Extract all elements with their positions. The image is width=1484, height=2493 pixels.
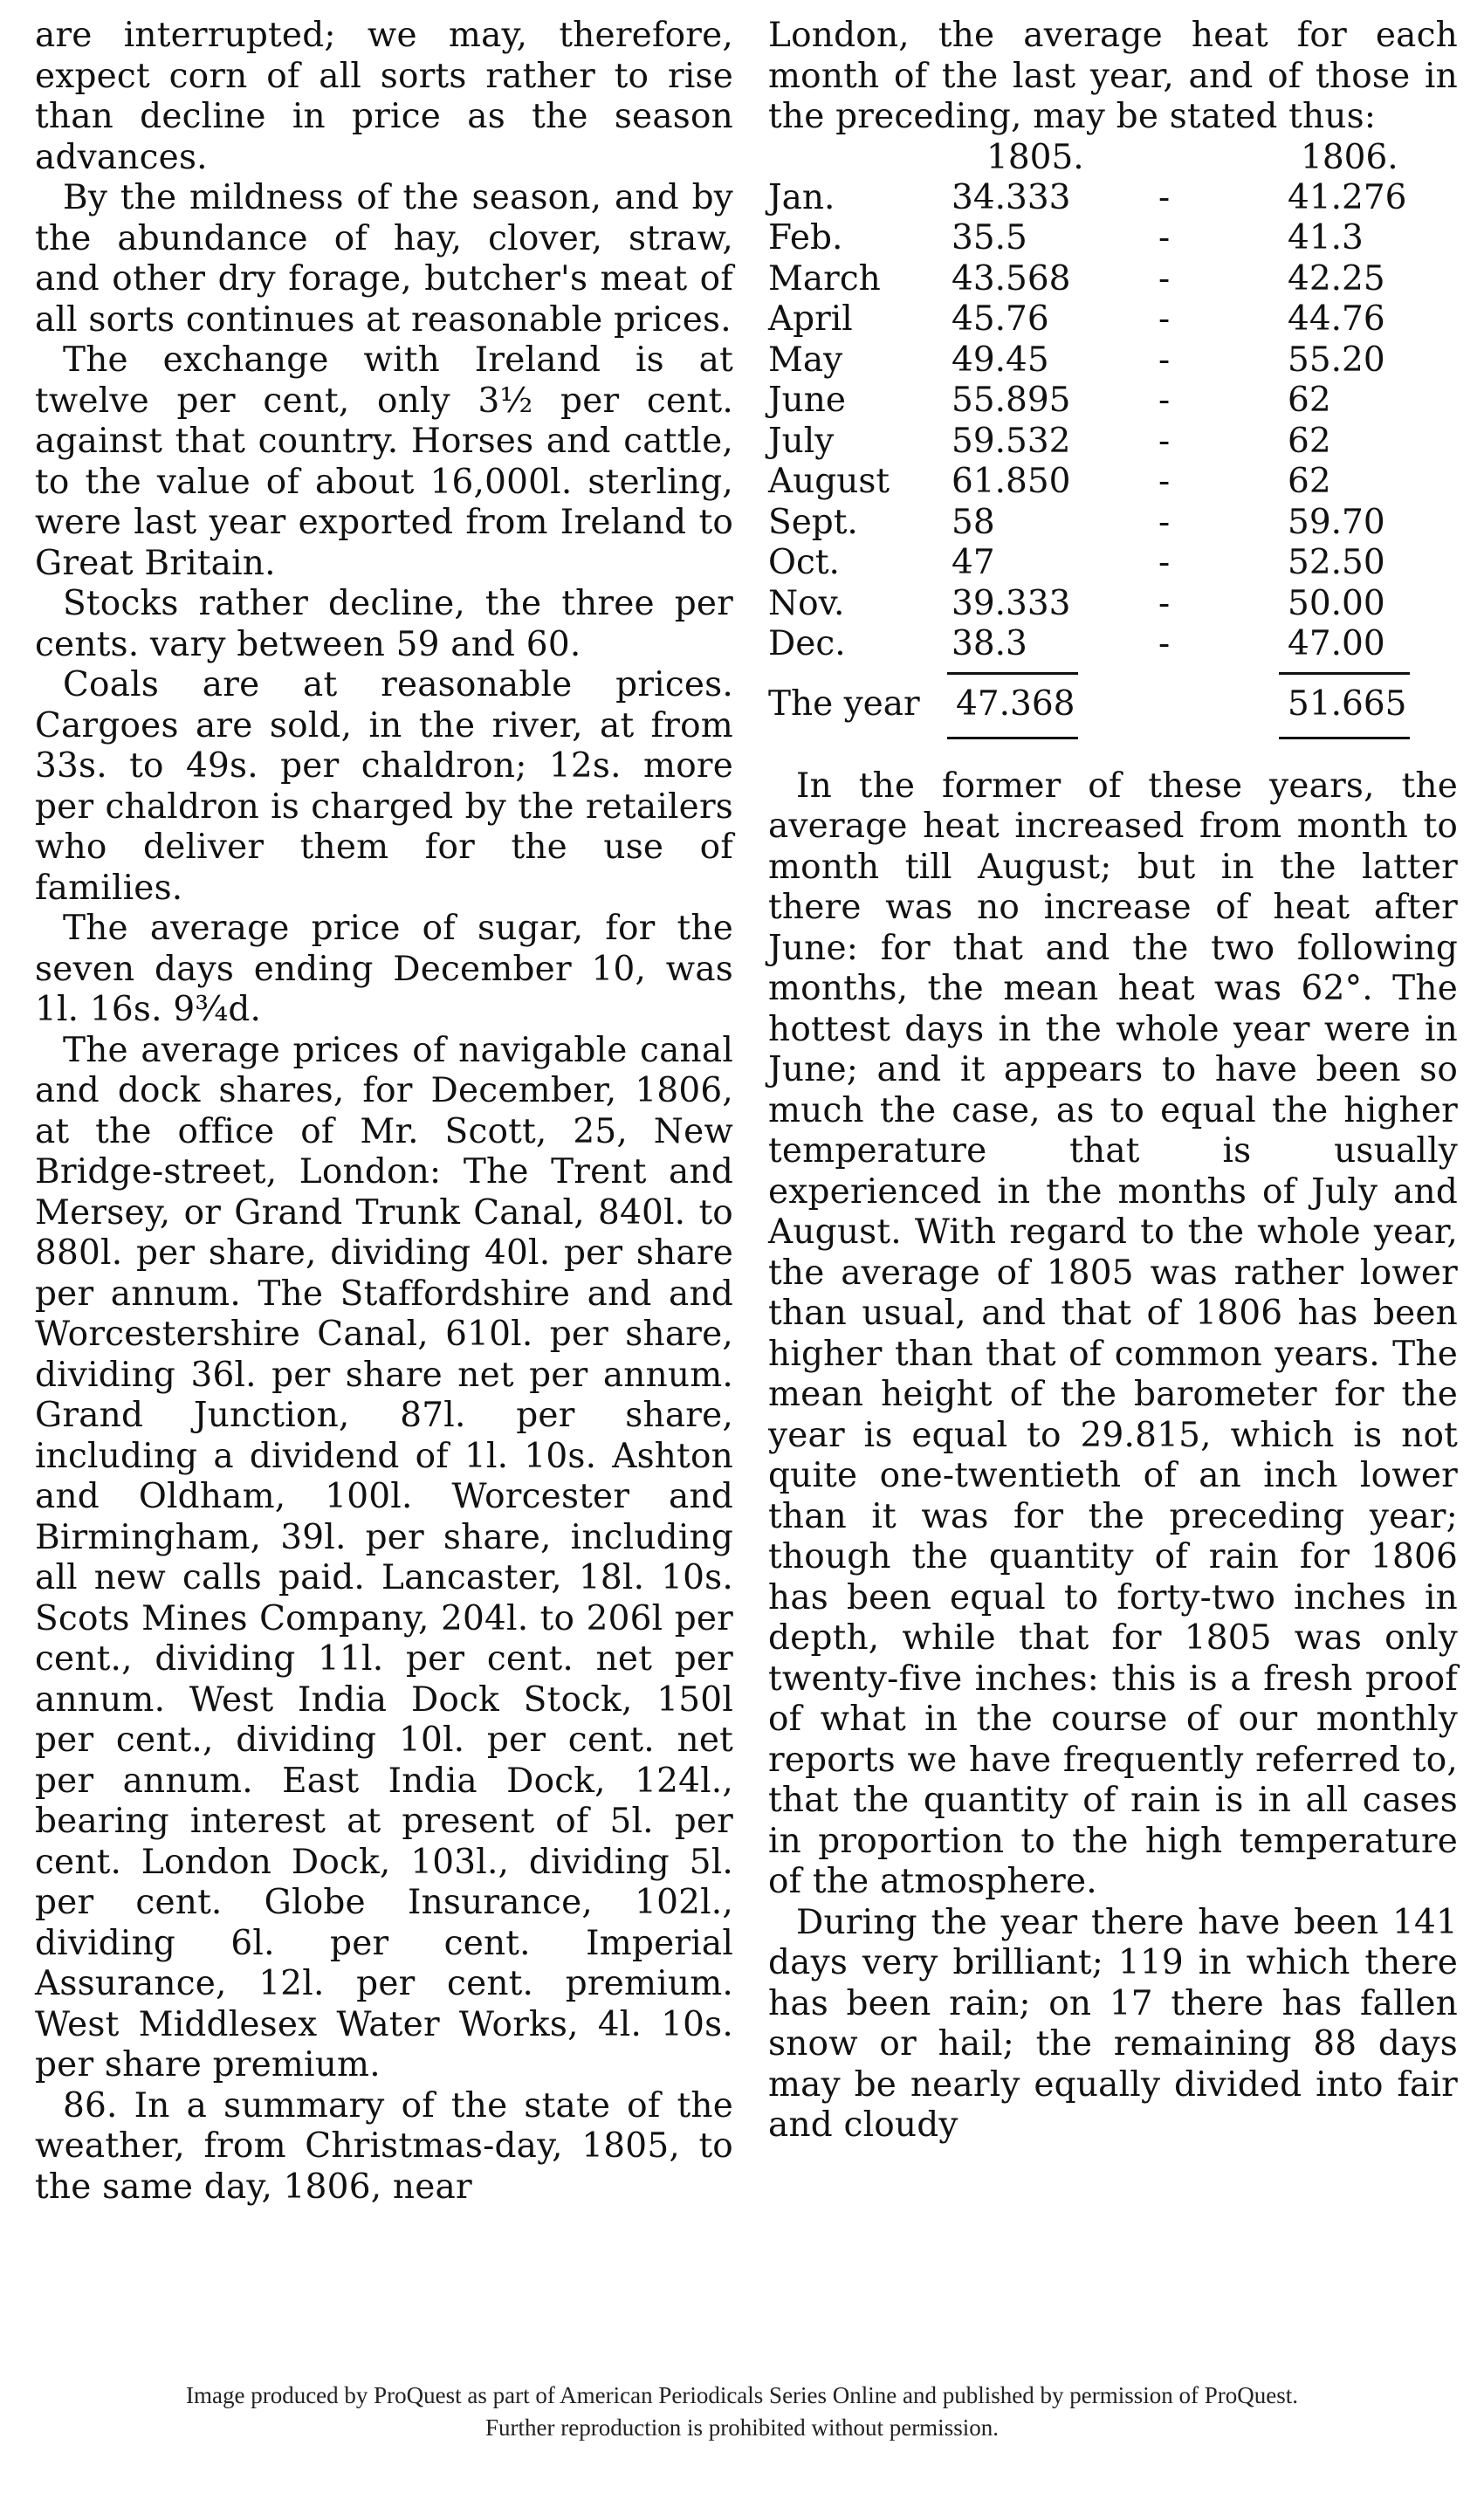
paragraph-stocks: Stocks rather decline, the three per cents. vary between 59 and 60. <box>35 584 733 664</box>
dash-separator: - <box>1158 177 1171 217</box>
value-1805-cell: 59.532 <box>952 421 1071 461</box>
dash-separator: - <box>1158 218 1171 258</box>
heat-table <box>768 138 1458 766</box>
value-1806-cell: 62 <box>1288 381 1331 420</box>
paragraph-days-summary: During the year there have been 141 days very brilliant; 119 in which there has been rain; on 17 there has fallen snow or hail; the remaining 88 days may be nearly equally divided into fair and cloudy <box>768 1902 1458 2145</box>
month-cell: July <box>768 421 835 461</box>
right-column <box>768 16 1458 2146</box>
value-1805-cell: 58 <box>952 502 995 542</box>
footer-line-2: Further reproduction is prohibited without permission. <box>485 2414 999 2441</box>
value-1806-cell: 44.76 <box>1288 299 1385 339</box>
value-1805-cell: 47 <box>952 543 995 582</box>
dash-separator: - <box>1158 421 1171 461</box>
month-cell: April <box>768 299 853 339</box>
dash-separator: - <box>1158 381 1171 420</box>
month-cell: June <box>768 381 846 420</box>
value-1806-cell: 47.00 <box>1288 624 1385 663</box>
value-1806-cell: 62 <box>1288 462 1331 501</box>
month-cell: Jan. <box>768 177 835 217</box>
proquest-footer <box>0 2380 1484 2444</box>
value-1806-cell: 41.3 <box>1288 218 1364 258</box>
month-cell: Dec. <box>768 624 846 663</box>
dash-separator: - <box>1158 624 1171 663</box>
value-1805-cell: 39.333 <box>952 583 1071 623</box>
heat-table-row <box>768 503 1458 544</box>
heat-table-row <box>768 624 1458 665</box>
month-cell: Nov. <box>768 583 845 623</box>
paragraph-weather-summary: 86. In a summary of the state of the weather, from Christmas-day, 1805, to the same day, 1806, near <box>35 2085 733 2207</box>
dash-separator: - <box>1158 299 1171 339</box>
paragraph-coals: Coals are at reasonable prices. Cargoes are sold, in the river, at from 33s. to 49s. per chaldron; 12s. more per chaldron is charged by the retailers who deliver them for the use of families. <box>35 665 733 908</box>
dash-separator: - <box>1158 462 1171 501</box>
table-rule-bottom-1805 <box>947 737 1078 739</box>
value-1805-cell: 55.895 <box>952 381 1071 420</box>
dash-separator: - <box>1158 502 1171 542</box>
value-1805-cell: 61.850 <box>952 462 1071 501</box>
value-1805-cell: 43.568 <box>952 258 1071 299</box>
value-1806-cell: 50.00 <box>1288 583 1385 623</box>
value-1805-cell: 35.5 <box>952 218 1027 258</box>
paragraph-average-heat-intro: London, the average heat for each month of the last year, and of those in the preceding, may be stated thus: <box>768 16 1458 136</box>
value-1806-cell: 62 <box>1288 421 1331 461</box>
month-cell: Oct. <box>768 543 840 582</box>
heat-table-row <box>768 543 1458 584</box>
heat-table-row <box>768 178 1458 219</box>
heat-table-row <box>768 299 1458 340</box>
heat-table-body <box>768 178 1458 665</box>
heat-table-row <box>768 584 1458 625</box>
total-1806: 51.665 <box>1288 683 1407 724</box>
table-rule-bottom-1806 <box>1279 737 1410 739</box>
total-1805: 47.368 <box>956 683 1075 724</box>
value-1806-cell: 42.25 <box>1288 258 1385 299</box>
value-1805-cell: 49.45 <box>952 340 1049 380</box>
heat-table-row <box>768 462 1458 503</box>
value-1806-cell: 59.70 <box>1288 502 1385 542</box>
paragraph-canal-shares: The average prices of navigable canal and dock shares, for December, 1806, at the office of Mr. Scott, 25, New Bridge-street, London: The Trent and Mersey, or Grand Trunk Canal, 840l. to 880l. per share, dividing 40l. per share per annum. The Staffordshire and and Worcestershire Canal, 610l. per share, dividing 36l. per share net per annum. Grand Junction, 87l. per share, including a dividend of 1l. 10s. Ashton and Oldham, 100l. Worcester and Birmingham, 39l. per share, including all new calls paid. Lancaster, 18l. 10s. Scots Mines Company, 204l. to 206l per cent., dividing 11l. per cent. net per annum. West India Dock Stock, 150l per cent., dividing 10l. per cent. net per annum. East India Dock, 124l., bearing interest at present of 5l. per cent. London Dock, 103l., dividing 5l. per cent. Globe Insurance, 102l., dividing 6l. per cent. Imperial Assurance, 12l. per cent. premium. West Middlesex Water Works, 4l. 10s. per share premium. <box>35 1030 733 2084</box>
heat-table-header <box>768 138 1458 178</box>
month-cell: August <box>768 462 890 501</box>
heat-table-header-1806: 1806. <box>1301 137 1398 177</box>
month-cell: May <box>768 340 843 380</box>
month-cell: Sept. <box>768 502 858 542</box>
dash-separator: - <box>1158 583 1171 623</box>
heat-table-row <box>768 218 1458 259</box>
table-rule-top-1806 <box>1279 672 1410 675</box>
heat-table-row <box>768 259 1458 300</box>
paragraph-sugar: The average price of sugar, for the seven days ending December 10, was 1l. 16s. 9¾d. <box>35 909 733 1029</box>
value-1805-cell: 45.76 <box>952 299 1049 339</box>
paragraph-heat-analysis: In the former of these years, the average heat increased from month to month till August; but in the latter there was no increase of heat after June: for that and the two following months, the mean heat was 62°. The hottest days in the whole year were in June; and it appears to have been so much the case, as to equal the higher temperature that is usually experienced in the months of July and August. With regard to the whole year, the average of 1805 was rather lower than usual, and that of 1806 has been higher than that of common years. The mean height of the barometer for the year is equal to 29.815, which is not quite one-twentieth of an inch lower than it was for the preceding year; though the quantity of rain for 1806 has been equal to forty-two inches in depth, while that for 1805 was only twenty-five inches: this is a fresh proof of what in the course of our monthly reports we have frequently referred to, that the quantity of rain is in all cases in proportion to the high temperature of the atmosphere. <box>768 766 1458 1901</box>
paragraph-corn: are interrupted; we may, therefore, expect corn of all sorts rather to rise than decline in price as the season advances. <box>35 16 733 177</box>
heat-table-row <box>768 422 1458 463</box>
dash-separator: - <box>1158 543 1171 582</box>
month-cell: March <box>768 258 881 299</box>
footer-line-1: Image produced by ProQuest as part of American Periodicals Series Online and published by permission of ProQuest. <box>186 2382 1298 2408</box>
value-1805-cell: 34.333 <box>952 177 1071 217</box>
value-1806-cell: 41.276 <box>1288 177 1407 217</box>
table-rule-top-1805 <box>947 672 1078 675</box>
heat-table-row <box>768 340 1458 381</box>
value-1806-cell: 55.20 <box>1288 340 1385 380</box>
heat-table-row <box>768 381 1458 422</box>
month-cell: Feb. <box>768 218 843 258</box>
dash-separator: - <box>1158 258 1171 299</box>
paragraph-butchers-meat: By the mildness of the season, and by the abundance of hay, clover, straw, and other dry forage, butcher's meat of all sorts continues at reasonable prices. <box>35 178 733 340</box>
value-1805-cell: 38.3 <box>952 624 1027 663</box>
total-label: The year <box>768 683 920 724</box>
dash-separator: - <box>1158 340 1171 380</box>
heat-table-total-row <box>768 684 1458 725</box>
heat-table-header-1805: 1805. <box>986 137 1084 177</box>
value-1806-cell: 52.50 <box>1288 543 1385 582</box>
left-column <box>35 16 733 2208</box>
paragraph-exchange-ireland: The exchange with Ireland is at twelve per cent, only 3½ per cent. against that country. Horses and cattle, to the value of about 16,000l. sterling, were last year exported from Ireland to Great Britain. <box>35 340 733 583</box>
